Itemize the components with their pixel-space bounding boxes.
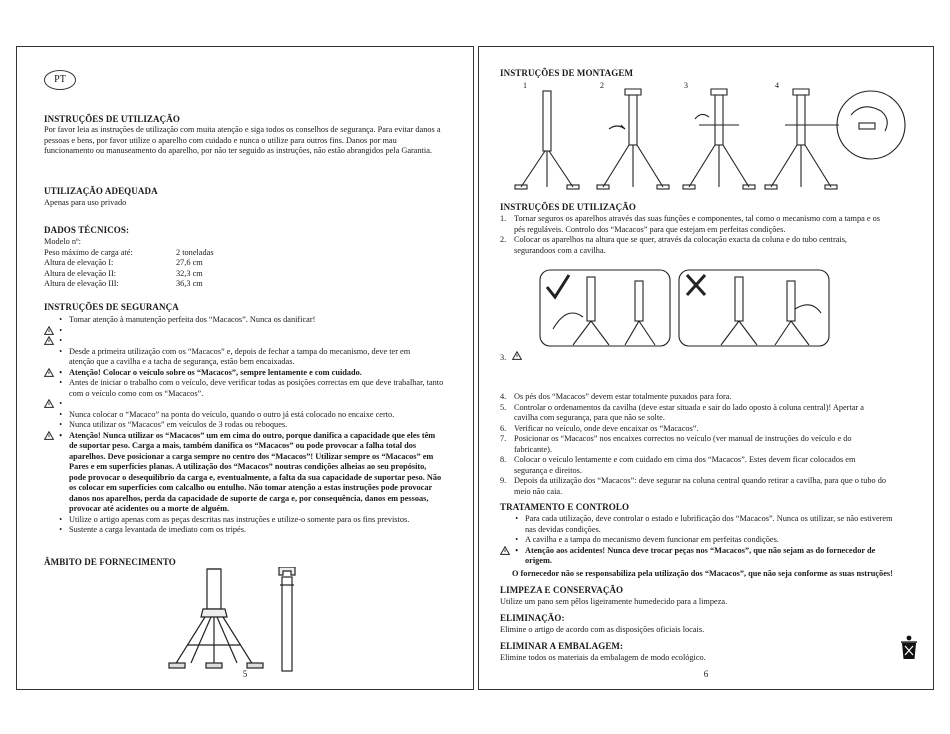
numbered-step	[500, 476, 920, 497]
bullet-dot-icon: •	[59, 325, 62, 335]
bullet-item	[44, 315, 469, 326]
bullet-dot-icon: •	[59, 420, 62, 429]
step-text-line: Controlar o ordenamentos da cavilha (deve estar situada e sair do lado oposto à coluna central)! Apertar a	[514, 402, 864, 412]
item-text-line: origem.	[525, 556, 552, 565]
item-text-line: com o veículo como com os “Macacos”.	[69, 388, 204, 398]
step-number: 9.	[500, 476, 507, 485]
numbered-step	[500, 455, 920, 476]
item-text-line: pode provocar o desequilíbrio da carga e, eventualmente, a falta da sua capacidade de suportar peso. Não	[69, 472, 442, 482]
assembly-step-number: 3	[684, 81, 688, 90]
usage-steps-list	[500, 214, 920, 256]
warning-item	[44, 431, 469, 515]
warning-item	[44, 326, 469, 337]
safety-list	[44, 315, 469, 536]
item-text-line: Tomar atenção à manutenção perfeita dos “Macacos”. Nunca os danificar!	[69, 315, 316, 324]
assembly-step-number: 4	[775, 81, 779, 90]
item-text-line: Utilize o artigo apenas com as peças descritas nas instruções e utilize-o somente para os fins previstos.	[69, 514, 410, 524]
item-text-line: A cavilha e a tampa do mecanismo devem funcionar em perfeitas condições.	[525, 535, 779, 544]
step-text-line: Tornar seguros os aparelhos através das suas funções e componentes, tal como o mecanismo com a tampa e os	[514, 214, 880, 223]
step-text-line: Os pés dos “Macacos” devem estar totalmente puxados para fora.	[514, 392, 732, 401]
bullet-dot-icon: •	[59, 409, 62, 419]
supplier-note: O fornecedor não se responsabiliza pela utilização dos “Macacos”, que não seja conforme as suas nstruções!	[512, 569, 893, 578]
bullet-dot-icon: •	[59, 525, 62, 534]
bullet-item	[44, 515, 469, 526]
step-number: 5.	[500, 402, 507, 412]
item-text-line: Nunca colocar o “Macaco” na ponta do veículo, quando o outro já está colocado no encaixe certo.	[69, 409, 395, 419]
usage-step-3: 3.	[500, 351, 522, 364]
bullet-dot-icon: •	[59, 399, 62, 408]
bullet-item	[500, 535, 925, 546]
step-number: 7.	[500, 434, 507, 443]
packaging-text: Elimine todos os materiais da embalagem de modo ecológico.	[500, 653, 706, 662]
assembly-step-number: 2	[600, 81, 604, 90]
item-text-line: Antes de iniciar o trabalho com o veículo, deve verificar todas as posições correctas em que deve trabalhar, tanto	[69, 378, 444, 387]
warning-triangle-icon	[44, 336, 54, 345]
numbered-step	[500, 424, 920, 435]
item-text-line	[69, 326, 469, 337]
scope-heading: ÂMBITO DE FORNECIMENTO	[44, 557, 176, 567]
item-text-line	[69, 399, 469, 410]
bullet-dot-icon: •	[515, 535, 518, 544]
warning-item	[44, 399, 469, 410]
item-text-line: Desde a primeira utilização com os “Macacos” e, depois de fechar a tampa do mecanismo, deve ter em	[69, 346, 411, 356]
manual-page-right	[478, 46, 934, 690]
item-text-line: atenção que a cavilha e a tacha de segurança, estão bem encaixadas.	[69, 357, 295, 366]
numbered-step	[500, 434, 920, 455]
warning-triangle-icon	[44, 431, 54, 440]
item-text-line: Atenção aos acidentes! Nunca deve trocar peças nos “Macacos”, que não sejam as do fornecedor de	[525, 545, 876, 555]
step-text-line: pés reguláveis. Controlo dos “Macacos” para que estejam em perfeitas condições.	[514, 224, 786, 234]
cleaning-text: Utilize um pano sem pêlos ligeiramente humedecido para a limpeza.	[500, 597, 728, 606]
bullet-dot-icon: •	[59, 378, 62, 387]
warning-triangle-icon	[512, 351, 522, 360]
item-text-line: de suportar peso. Carga a mais, também danifica os “Macacos” ou pode provocar a falha total dos	[69, 441, 417, 450]
usage-intro	[44, 125, 464, 157]
packaging-heading: ELIMINAR A EMBALAGEM:	[500, 641, 624, 651]
care-list	[500, 514, 925, 567]
item-text-line: nas devidas condições.	[525, 524, 601, 534]
usage-line: funcionamento ou manuseamento do aparelho, por não ter seguido as instruções, não estão abrangidos pela Garantia.	[44, 146, 432, 155]
step-number: 4.	[500, 392, 507, 401]
warning-triangle-icon	[44, 326, 54, 335]
proper-use-heading: UTILIZAÇÃO ADEQUADA	[44, 186, 158, 196]
bullet-item	[44, 525, 469, 536]
step-text-line: fabricante).	[514, 444, 553, 454]
numbered-step	[500, 214, 920, 235]
warning-item	[500, 546, 925, 567]
item-text-line	[69, 336, 469, 347]
bullet-item	[44, 410, 469, 421]
warning-triangle-icon	[44, 368, 54, 377]
bullet-dot-icon: •	[59, 430, 62, 440]
tech-model: Modelo nº:	[44, 237, 81, 246]
item-text-line: danos nos aparelhos, perda da capacidade de suporte de carga e, por consequência, danos em pessoas,	[69, 493, 429, 503]
tech-row: Altura de elevação III: 36,3 cm	[44, 279, 203, 288]
disposal-text: Elimine o artigo de acordo com as disposições oficiais locais.	[500, 625, 705, 634]
tech-row: Altura de elevação II: 32,3 cm	[44, 268, 203, 278]
safety-heading: INSTRUÇÕES DE SEGURANÇA	[44, 302, 179, 312]
step-text-line: Verificar no veículo, onde deve encaixar os “Macacos”.	[514, 423, 699, 433]
bullet-dot-icon: •	[515, 545, 518, 555]
step-text-line: Colocar o veículo lentamente e com cuidado em cima dos “Macacos”. Estes devem ficar colocados em	[514, 455, 856, 464]
warning-triangle-icon	[44, 399, 54, 408]
tech-heading: DADOS TÉCNICOS:	[44, 225, 130, 235]
item-text-line: Atenção! Colocar o veículo sobre os “Macacos”, sempre lentamente e com cuidado.	[69, 367, 362, 377]
bullet-dot-icon: •	[59, 336, 62, 345]
usage-heading: INSTRUÇÕES DE UTILIZAÇÃO	[44, 114, 180, 124]
bullet-dot-icon: •	[59, 367, 62, 377]
correct-incorrect-illustration	[539, 269, 837, 347]
assembly-heading: INSTRUÇÕES DE MONTAGEM	[500, 68, 634, 78]
page-number: 5	[242, 669, 248, 679]
disposal-heading: ELIMINAÇÃO:	[500, 613, 565, 623]
right-usage-heading: INSTRUÇÕES DE UTILIZAÇÃO	[500, 202, 636, 212]
bullet-item	[44, 420, 469, 431]
assembly-step-number: 1	[523, 81, 527, 90]
bullet-dot-icon: •	[59, 514, 62, 524]
item-text-line: Atenção! Nunca utilizar os “Macacos” um em cima do outro, porque danifica a capacidade que eles têm	[69, 430, 436, 440]
step-text-line: Colocar os aparelhos na altura que se quer, através da colocação exacta da coluna e do tubo centrais,	[514, 235, 848, 244]
step-text-line: segurandoos com a cavilha.	[514, 245, 606, 255]
step-text-line: meio não caia.	[514, 486, 563, 496]
step-number: 2.	[500, 235, 507, 244]
tech-table	[44, 237, 214, 290]
usage-steps-list-continued	[500, 392, 920, 497]
step-text-line: Posicionar os “Macacos” nos encaixes correctos no veículo (ver manual de instruções do veículo e do	[514, 434, 852, 443]
cleaning-heading: LIMPEZA E CONSERVAÇÃO	[500, 585, 624, 595]
warning-item	[44, 368, 469, 379]
item-text-line: os colocar em superfícies com calcalho ou entulho. Não tomar atenção a estas instruções pode provocar	[69, 483, 433, 492]
warning-item	[44, 336, 469, 347]
usage-line: Por favor leia as instruções de utilização com muita atenção e siga todos os conselhos de segurança. Para evitar danos a	[44, 125, 441, 134]
language-badge: PT	[44, 70, 76, 90]
page-number: 6	[703, 669, 709, 679]
manual-page-left	[16, 46, 474, 690]
numbered-step	[500, 235, 920, 256]
item-text-line: Para cada utilização, deve controlar o estado e lubrificação dos “Macacos”. Nunca os utilizar, se não estiverem	[525, 514, 893, 523]
usage-line: pessoas e bens, por favor utilize o aparelho com cuidado e nunca o utilize para outros fins. Danos por mau	[44, 135, 397, 145]
assembly-illustration	[499, 85, 919, 195]
item-text-line: Nunca utilizar os “Macacos” em veículos de 3 rodas ou reboques.	[69, 420, 288, 429]
jack-stand-illustration	[167, 567, 317, 675]
tech-row: Altura de elevação I: 27,6 cm	[44, 258, 203, 267]
bullet-dot-icon: •	[59, 346, 62, 356]
step-text-line: segurança e direitos.	[514, 465, 582, 475]
care-heading: TRATAMENTO E CONTROLO	[500, 502, 630, 512]
step-number: 8.	[500, 455, 507, 464]
numbered-step	[500, 392, 920, 403]
bullet-dot-icon: •	[59, 315, 62, 324]
step-text-line: cavilha com segurança, para que não se solte.	[514, 413, 665, 422]
item-text-line: aparelhos. Deve posicionar a carga sempre no centro dos “Macacos”! Utilizar sempre os “Macacos” em	[69, 451, 434, 461]
proper-use-text: Apenas para uso privado	[44, 198, 127, 207]
recycle-bin-icon	[899, 635, 919, 661]
tech-row: Peso máximo de carga até: 2 toneladas	[44, 247, 214, 257]
bullet-item	[44, 378, 469, 399]
step-text-line: Depois da utilização dos “Macacos”: deve segurar na coluna central quando retirar a cavilha, para que o tubo do	[514, 476, 887, 485]
item-text-line: Sustente a carga levantada de imediato com os tripés.	[69, 525, 247, 534]
item-text-line: Pares e em superfícies planas. A utilização dos “Macacos” noutras condições alheias ao seu propósito,	[69, 462, 427, 471]
step-number: 6.	[500, 423, 507, 433]
step-number: 1.	[500, 214, 507, 223]
bullet-dot-icon: •	[515, 514, 518, 523]
numbered-step	[500, 403, 920, 424]
bullet-item	[500, 514, 925, 535]
bullet-item	[44, 347, 469, 368]
warning-triangle-icon	[500, 546, 510, 555]
item-text-line: provocar até acidentes ou a morte de alguém.	[69, 504, 230, 513]
